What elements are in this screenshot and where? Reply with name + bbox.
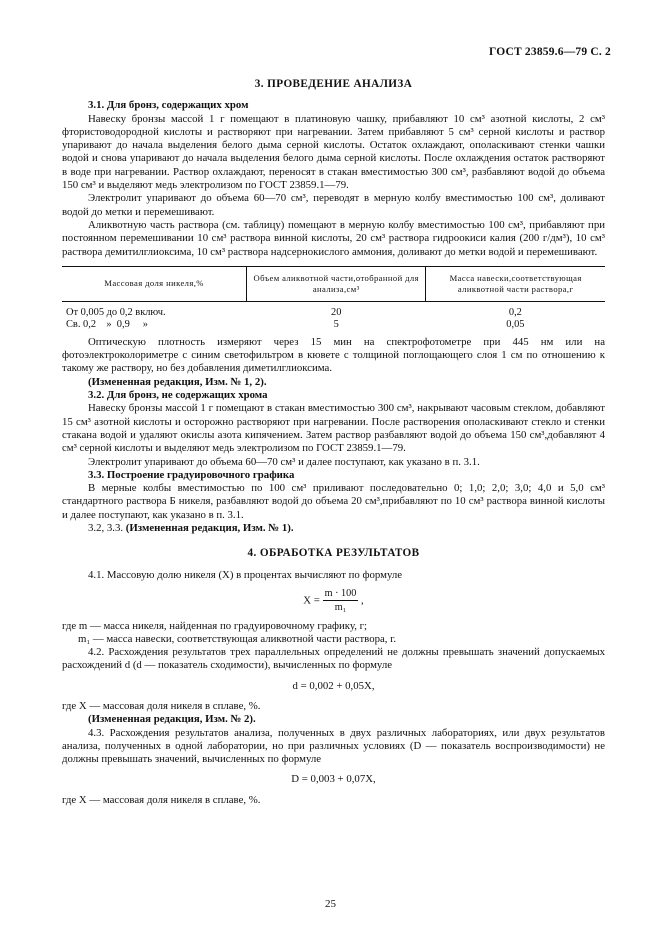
formula-reproducibility: D = 0,003 + 0,07X, [291, 773, 376, 786]
table-cell: Св. 0,2 » 0,9 » [66, 318, 148, 330]
where-x-1: где X — массовая доля никеля в сплаве, %. [62, 699, 261, 712]
paragraph-3-3-a: В мерные колбы вместимостью по 100 см³ приливают последовательно 0; 1,0; 2,0; 3,0; 4,0 и 5,0 см³ стандартного раствора Б никеля, разбавляют водой до объема 20 см³,прибавляют по 10 см³ раствора винной кислоты и далее поступают, как указано в п. 3.1. [62, 482, 605, 521]
aliquot-table [62, 266, 605, 331]
table-cell: 20 [331, 306, 342, 318]
where-x-2: где X — массовая доля никеля в сплаве, %. [62, 793, 261, 806]
formula-convergence: d = 0,002 + 0,05X, [292, 679, 375, 692]
edit-note-3-3 [62, 522, 605, 535]
table-row [62, 301, 605, 319]
paragraph-3-1-b: Электролит упаривают до объема 60—70 см³, переводят в мерную колбу вместимостью 100 см³, доливают водой до метки и перемешивают. [62, 192, 605, 218]
table-header-cell: Массовая доля никеля,% [62, 266, 247, 301]
edit-note-text: (Измененная редакция, Изм. № 1). [125, 522, 294, 535]
paragraph-3-1-a: Навеску бронзы массой 1 г помещают в платиновую чашку, прибавляют 10 см³ азотной кислоты, 2 см³ фтористоводородной кислоты и растворяют при нагревании. Затем прибавляют 5 см³ серной кислоты и раствор упаривают до начала выделения белого дыма серной кислоты. Остаток охлаждают, ополаскивают стенки чашки водой и снова упаривают до начала выделения белого дыма серной кислоты. После охлаждения остаток растворяют в воде при нагревании. Раствор охлаждают, переносят в стакан вместимостью 300 см³, разбавляют водой до объема 150 см³ и выделяют медь электролизом по ГОСТ 23859.1—79. [62, 112, 605, 192]
paragraph-3-1-c: Аликвотную часть раствора (см. таблицу) помещают в мерную колбу вместимостью 100 см³, прибавляют при постоянном перемешивании 10 см³ раствора винной кислоты, 20 см³ раствора гидроокиси калия (200 г/дм³), 10 см³ раствора демитилглиоксима, 10 см³ раствора надсернокислого аммония, доливают до метки водой и перемешивают. [62, 218, 605, 258]
main-content [62, 78, 605, 807]
page-header: ГОСТ 23859.6—79 С. 2 [488, 46, 611, 58]
paragraph-4-1: 4.1. Массовую долю никеля (X) в процентах вычисляют по формуле [88, 568, 403, 581]
table-row [62, 319, 605, 331]
paragraph-3-2-a: Навеску бронзы массой 1 г помещают в стакан вместимостью 300 см³, накрывают часовым стеклом, добавляют 15 см³ азотной кислоты и осторожно растворяют при нагревании. После растворения ополаскивают стекло и стенки стакана водой и удаляют окислы азота кипячением. Затем раствор разбавляют водой до объема 150 см³,добавляют 4 см³ серной кислоты и выделяют медь электролизом по ГОСТ 23859.1—79. [62, 402, 605, 455]
edit-note-4-2: (Измененная редакция, Изм. № 2). [88, 713, 256, 726]
table-header-row [62, 266, 605, 301]
table-header-cell: Масса навески,соответствующая аликвотной части раствора,г [426, 266, 605, 301]
table-header-cell: Объем аликвотной части,отобранной для анализа,см³ [247, 266, 426, 301]
where-m1: m₁ — масса навески, соответствующая аликвотной части раствора, г. [78, 632, 397, 645]
paragraph-4-3: 4.3. Расхождения результатов анализа, полученных в двух различных лабораториях, или двух результатов анализа, полученных в одной лаборатории, но при различных условиях (D — показатель воспроизводимости) не должны превышать значений, вычисленных по формуле [62, 726, 605, 766]
where-m: где m — масса никеля, найденная по градуировочному графику, г; [62, 619, 368, 632]
subsection-3-1-title: 3.1. Для бронз, содержащих хром [88, 99, 249, 112]
table-cell: 0,05 [506, 318, 525, 330]
section-3-title: 3. ПРОВЕДЕНИЕ АНАЛИЗА [254, 78, 413, 90]
section-4-title: 4. ОБРАБОТКА РЕЗУЛЬТАТОВ [247, 547, 420, 560]
edit-note-3-1: (Измененная редакция, Изм. № 1, 2). [88, 375, 267, 388]
page-number: 25 [325, 898, 336, 910]
subsection-3-3-title: 3.3. Построение градуировочного графика [88, 468, 295, 481]
table-cell: 5 [333, 318, 339, 330]
formula-tail: , [361, 594, 364, 607]
table-cell: 0,2 [508, 306, 522, 318]
paragraph-3-2-b: Электролит упаривают до объема 60—70 см³ и далее поступают, как указано в п. 3.1. [88, 455, 480, 468]
edit-note-ref: 3.2, 3.3. [88, 522, 124, 535]
paragraph-4-2: 4.2. Расхождения результатов трех параллельных определений не должны превышать значений допускаемых расхождений d (d — показатель сходимости), вычисленных по формуле [62, 646, 605, 672]
subsection-3-2-title: 3.2. Для бронз, не содержащих хрома [88, 389, 268, 402]
formula-lhs: X = [303, 594, 320, 607]
formula-mass-fraction [62, 587, 605, 615]
paragraph-3-1-d: Оптическую плотность измеряют через 15 мин на спектрофотометре при 445 нм или на фотоэлектроколориметре с синим светофильтром в кювете с толщиной поглощающего слоя 1 см по отношению к такому же раствору, но без добавления диметилглиоксима. [62, 335, 605, 375]
formula-fraction [323, 587, 359, 615]
formula-numerator: m · 100 [323, 587, 359, 601]
formula-denominator: m₁ [334, 602, 347, 614]
table-cell: От 0,005 до 0,2 включ. [66, 306, 166, 318]
